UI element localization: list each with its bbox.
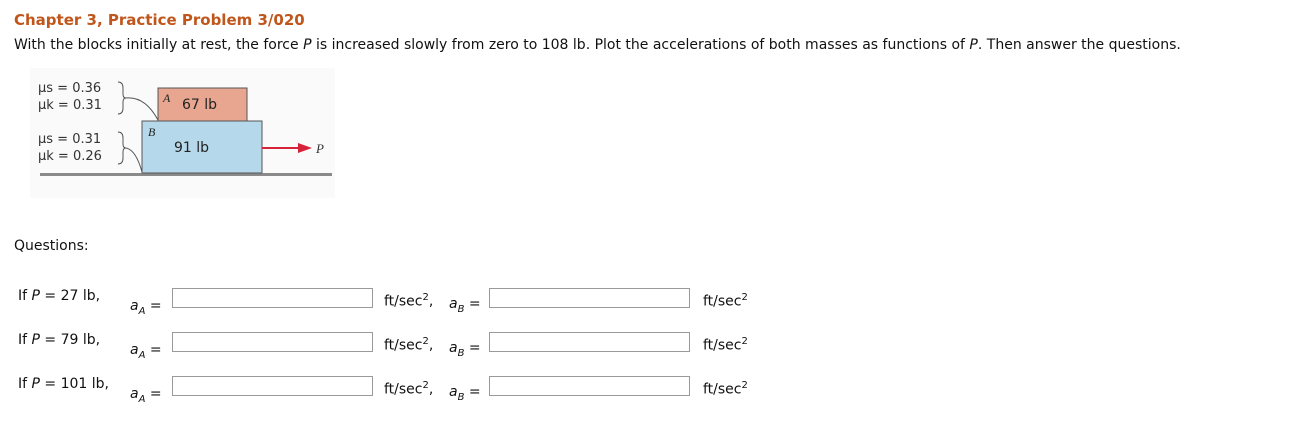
accel-b-input[interactable]	[489, 288, 690, 308]
accel-b-subscript: B	[457, 391, 465, 403]
unit-b-exponent: 2	[741, 336, 748, 347]
statement-text-1: With the blocks initially at rest, the force	[14, 37, 304, 53]
unit-a-exponent: 2	[422, 292, 429, 303]
accel-b-equals: =	[464, 384, 481, 400]
unit-b	[703, 380, 748, 398]
question-row	[0, 332, 900, 362]
unit-a	[384, 292, 433, 310]
unit-b-exponent: 2	[741, 380, 748, 391]
leader-top	[126, 98, 158, 120]
accel-b-equals: =	[464, 296, 481, 312]
block-b-weight: 91 lb	[174, 140, 210, 156]
force-arrow-head	[298, 143, 312, 153]
question-if-text: If	[18, 332, 32, 348]
question-condition	[18, 288, 100, 304]
accel-b-label	[449, 340, 481, 359]
problem-statement	[14, 37, 1181, 53]
question-condition	[18, 332, 100, 348]
problem-figure	[30, 68, 335, 198]
unit-a-exponent: 2	[422, 336, 429, 347]
accel-b-label	[449, 296, 481, 315]
mu-k-top: μk = 0.31	[38, 98, 102, 113]
unit-a-text: ft/sec	[384, 381, 423, 398]
block-b-label: B	[148, 125, 156, 139]
unit-a-text: ft/sec	[384, 293, 423, 310]
accel-a-input[interactable]	[172, 288, 373, 308]
question-var-p: P	[31, 376, 40, 392]
unit-b	[703, 292, 748, 310]
accel-b-subscript: B	[457, 303, 465, 315]
accel-a-subscript: A	[138, 349, 146, 361]
question-p-value: = 27 lb,	[39, 288, 101, 304]
unit-a-separator: ,	[428, 293, 434, 310]
unit-b-text: ft/sec	[703, 337, 742, 354]
block-a-weight: 67 lb	[182, 97, 218, 113]
accel-a-subscript: A	[138, 305, 146, 317]
statement-var-p-2: P	[969, 37, 978, 53]
unit-b	[703, 336, 748, 354]
brace-top	[118, 82, 126, 114]
statement-text-2: is increased slowly from zero to 108 lb. Plot the accelerations of both masses as functions of	[311, 37, 970, 53]
accel-a-label	[130, 298, 162, 317]
question-condition	[18, 376, 109, 392]
accel-b-input[interactable]	[489, 332, 690, 352]
mu-s-top: μs = 0.36	[38, 81, 102, 96]
mu-k-bottom: μk = 0.26	[38, 149, 102, 164]
questions-label: Questions:	[14, 238, 89, 254]
statement-text-3: . Then answer the questions.	[977, 37, 1181, 53]
unit-a-separator: ,	[428, 381, 434, 398]
accel-a-equals: =	[145, 298, 162, 314]
accel-a-symbol: a	[130, 298, 139, 314]
blocks-diagram	[30, 68, 335, 198]
unit-b-text: ft/sec	[703, 293, 742, 310]
question-var-p: P	[31, 288, 40, 304]
unit-b-exponent: 2	[741, 292, 748, 303]
accel-b-symbol: a	[449, 384, 458, 400]
question-row	[0, 288, 900, 318]
accel-a-equals: =	[145, 386, 162, 402]
accel-a-equals: =	[145, 342, 162, 358]
question-row	[0, 376, 900, 406]
accel-a-input[interactable]	[172, 376, 373, 396]
unit-a	[384, 336, 433, 354]
accel-a-subscript: A	[138, 393, 146, 405]
question-var-p: P	[31, 332, 40, 348]
accel-a-symbol: a	[130, 386, 139, 402]
leader-bottom	[126, 148, 142, 172]
unit-a-exponent: 2	[422, 380, 429, 391]
unit-b-text: ft/sec	[703, 381, 742, 398]
unit-a-text: ft/sec	[384, 337, 423, 354]
accel-b-symbol: a	[449, 340, 458, 356]
accel-a-label	[130, 386, 162, 405]
accel-b-input[interactable]	[489, 376, 690, 396]
accel-b-subscript: B	[457, 347, 465, 359]
question-if-text: If	[18, 376, 32, 392]
mu-s-bottom: μs = 0.31	[38, 132, 102, 147]
statement-var-p: P	[303, 37, 312, 53]
force-label: P	[316, 141, 324, 156]
unit-a-separator: ,	[428, 337, 434, 354]
accel-b-equals: =	[464, 340, 481, 356]
question-if-text: If	[18, 288, 32, 304]
accel-a-label	[130, 342, 162, 361]
unit-a	[384, 380, 433, 398]
problem-title: Chapter 3, Practice Problem 3/020	[14, 11, 305, 29]
accel-a-input[interactable]	[172, 332, 373, 352]
block-a-label: A	[163, 91, 171, 105]
accel-b-label	[449, 384, 481, 403]
question-p-value: = 79 lb,	[39, 332, 101, 348]
accel-b-symbol: a	[449, 296, 458, 312]
accel-a-symbol: a	[130, 342, 139, 358]
question-p-value: = 101 lb,	[39, 376, 109, 392]
brace-bottom	[118, 132, 126, 164]
